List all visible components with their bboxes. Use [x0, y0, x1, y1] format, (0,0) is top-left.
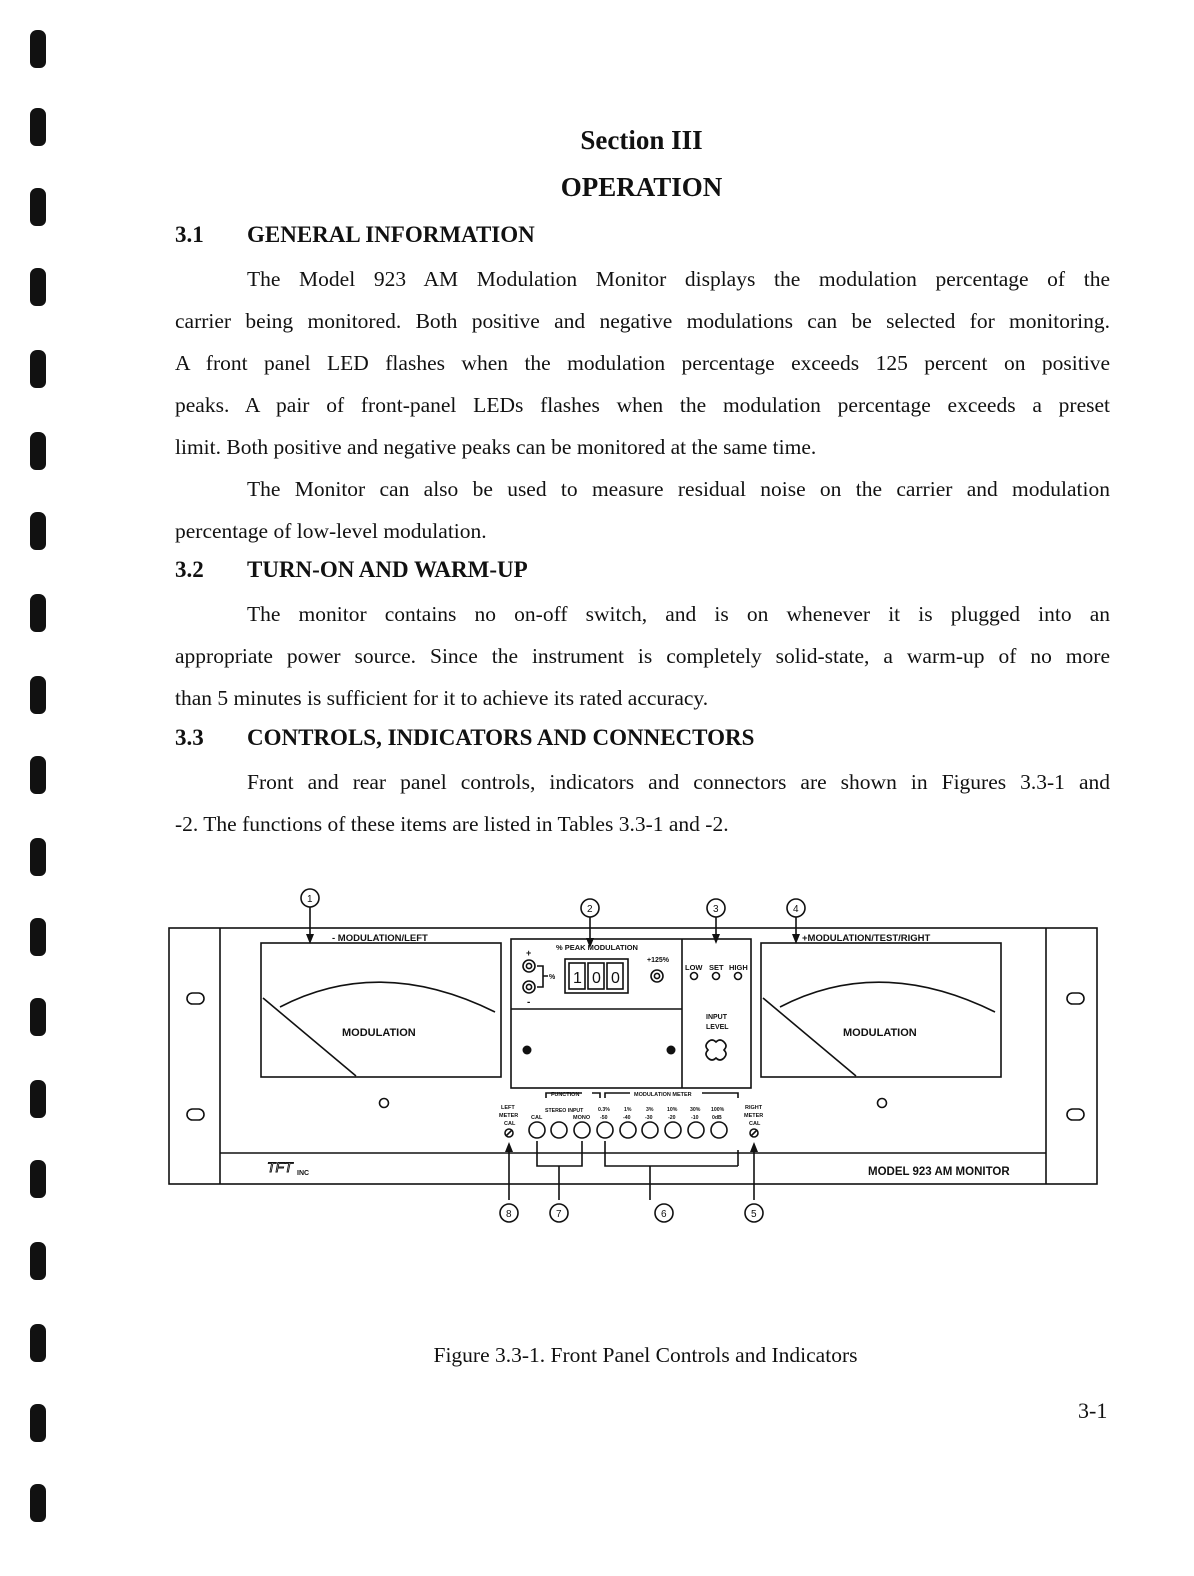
paragraph-residual-noise: [175, 468, 1110, 552]
paragraph-turn-on: [175, 593, 1110, 719]
cal-button-label: CAL: [531, 1115, 543, 1121]
text-line: carrier being monitored. Both positive and negative modulations can be selected for monitoring.: [175, 309, 1110, 333]
range-pct-label: 3%: [646, 1107, 654, 1113]
plus-sign: +: [526, 948, 532, 958]
set-label: SET: [709, 963, 724, 972]
rack-panel: [169, 928, 1097, 1184]
left-meter-cal-label: METER: [499, 1113, 519, 1119]
callout-number: 2: [587, 904, 593, 915]
punch-hole: [30, 350, 46, 388]
panel-screw: [523, 1046, 532, 1055]
model-label: MODEL 923 AM MONITOR: [868, 1166, 1010, 1178]
range-db-label: 0dB: [712, 1115, 722, 1121]
left-meter: [261, 943, 501, 1077]
counter-digit: 0: [592, 970, 601, 987]
range-db-label: -50: [600, 1115, 608, 1121]
punch-hole: [30, 594, 46, 632]
left-meter-cal-label: LEFT: [501, 1105, 515, 1111]
range-pct-label: 10%: [667, 1107, 678, 1113]
punch-hole: [30, 1484, 46, 1522]
left-meter-cal-label: CAL: [504, 1121, 516, 1127]
range-pct-label: 0.3%: [598, 1107, 610, 1113]
range-db-label: -20: [668, 1115, 676, 1121]
heading-number: 3.3: [175, 725, 204, 750]
left-meter-zero-adjust: [380, 1099, 389, 1108]
high-label: HIGH: [729, 963, 748, 972]
right-meter-face-text: MODULATION: [843, 1027, 917, 1039]
rack-slot: [187, 993, 204, 1004]
punch-hole: [30, 30, 46, 68]
heading-3-2: [175, 557, 528, 583]
set-led: [713, 973, 720, 980]
heading-text: GENERAL INFORMATION: [247, 222, 535, 247]
punch-hole: [30, 998, 46, 1036]
range-db-label: -30: [645, 1115, 653, 1121]
punch-hole: [30, 918, 46, 956]
figure-caption: Figure 3.3-1. Front Panel Controls and Indicators: [433, 1343, 858, 1367]
brand-suffix: INC: [297, 1170, 310, 1177]
input-level-label: INPUT: [706, 1014, 727, 1021]
rack-slot: [187, 1109, 204, 1120]
punch-hole: [30, 268, 46, 306]
range-button[interactable]: [688, 1122, 704, 1138]
range-button[interactable]: [711, 1122, 727, 1138]
text-line: The Monitor can also be used to measure residual noise on the carrier and modulation: [247, 477, 1110, 501]
text-line: than 5 minutes is sufficient for it to achieve its rated accuracy.: [175, 686, 709, 710]
punch-hole: [30, 432, 46, 470]
chapter-title: OPERATION: [560, 172, 723, 202]
right-meter-cal-label: CAL: [749, 1121, 761, 1127]
input-level-label: LEVEL: [706, 1024, 729, 1031]
range-db-label: -40: [623, 1115, 631, 1121]
modulation-meter-label: MODULATION METER: [634, 1092, 692, 1098]
minus-sign: -: [527, 997, 531, 1008]
text-line: -2. The functions of these items are listed in Tables 3.3-1 and -2.: [175, 812, 729, 836]
input-level-knob[interactable]: [706, 1040, 726, 1060]
percent-sign: %: [549, 974, 556, 981]
range-button[interactable]: [597, 1122, 613, 1138]
counter-digit: 0: [611, 970, 620, 987]
right-meter-label: +MODULATION/TEST/RIGHT: [802, 933, 931, 944]
left-meter-label: - MODULATION/LEFT: [332, 933, 428, 944]
callout-number: 7: [556, 1209, 562, 1220]
punch-hole: [30, 1080, 46, 1118]
range-button[interactable]: [665, 1122, 681, 1138]
text-line: The Model 923 AM Modulation Monitor displays the modulation percentage of the: [247, 267, 1110, 291]
right-meter-cal-label: METER: [744, 1113, 764, 1119]
heading-3-1: [175, 222, 535, 248]
text-line: percentage of low-level modulation.: [175, 519, 487, 543]
punch-hole: [30, 1242, 46, 1280]
cal-button[interactable]: [529, 1122, 545, 1138]
paragraph-general-info: [175, 258, 1110, 468]
paragraph-controls: [175, 761, 1110, 845]
right-meter: [761, 943, 1001, 1077]
heading-number: 3.2: [175, 557, 204, 582]
callout-number: 8: [506, 1209, 512, 1220]
mono-button[interactable]: [574, 1122, 590, 1138]
stereo-input-button[interactable]: [551, 1122, 567, 1138]
over-125-label: +125%: [647, 957, 669, 964]
range-button[interactable]: [642, 1122, 658, 1138]
range-pct-label: 1%: [624, 1107, 632, 1113]
callout-number: 4: [793, 904, 799, 915]
punch-hole: [30, 838, 46, 876]
positive-peak-led: [523, 960, 535, 972]
range-button[interactable]: [620, 1122, 636, 1138]
callout-number: 1: [307, 894, 313, 905]
text-line: limit. Both positive and negative peaks can be monitored at the same time.: [175, 435, 817, 459]
text-line: peaks. A pair of front-panel LEDs flashes when the modulation percentage exceeds a preset: [175, 393, 1110, 417]
left-meter-face-text: MODULATION: [342, 1027, 416, 1039]
callout-number: 3: [713, 904, 719, 915]
right-meter-zero-adjust: [878, 1099, 887, 1108]
function-label: FUNCTION: [551, 1092, 580, 1098]
rack-slot: [1067, 993, 1084, 1004]
brand-logo: TFT: [267, 1159, 293, 1175]
heading-number: 3.1: [175, 222, 204, 247]
punch-hole: [30, 756, 46, 794]
text-line: appropriate power source. Since the instrument is completely solid-state, a warm-up of no more: [175, 644, 1110, 668]
heading-text: TURN-ON AND WARM-UP: [247, 557, 528, 582]
heading-text: CONTROLS, INDICATORS AND CONNECTORS: [247, 725, 755, 750]
rack-slot: [1067, 1109, 1084, 1120]
peak-modulation-label: % PEAK MODULATION: [556, 943, 638, 952]
low-led: [691, 973, 698, 980]
front-panel-figure: [160, 880, 1110, 1240]
negative-peak-led: [523, 981, 535, 993]
mono-button-label: MONO: [573, 1115, 591, 1121]
counter-digit: 1: [573, 970, 582, 987]
text-line: The monitor contains no on-off switch, and is on whenever it is plugged into an: [247, 602, 1110, 626]
text-line: A front panel LED flashes when the modulation percentage exceeds 125 percent on positive: [175, 351, 1110, 375]
text-line: Front and rear panel controls, indicators and connectors are shown in Figures 3.3-1 and: [247, 770, 1110, 794]
range-db-label: -10: [691, 1115, 699, 1121]
low-label: LOW: [685, 963, 703, 972]
punch-hole: [30, 1404, 46, 1442]
callout-number: 6: [661, 1209, 667, 1220]
punch-hole: [30, 676, 46, 714]
high-led: [735, 973, 742, 980]
stereo-input-button-label: STEREO INPUT: [545, 1108, 584, 1114]
right-meter-cal-label: RIGHT: [745, 1105, 763, 1111]
range-pct-label: 100%: [711, 1107, 725, 1113]
callout-number: 5: [751, 1209, 757, 1220]
range-pct-label: 30%: [690, 1107, 701, 1113]
over-125-led: [651, 970, 663, 982]
punch-hole: [30, 512, 46, 550]
heading-3-3: [175, 725, 754, 751]
punch-hole: [30, 1160, 46, 1198]
section-title: Section III: [580, 125, 703, 155]
panel-screw: [667, 1046, 676, 1055]
page-number: 3-1: [1078, 1398, 1108, 1423]
